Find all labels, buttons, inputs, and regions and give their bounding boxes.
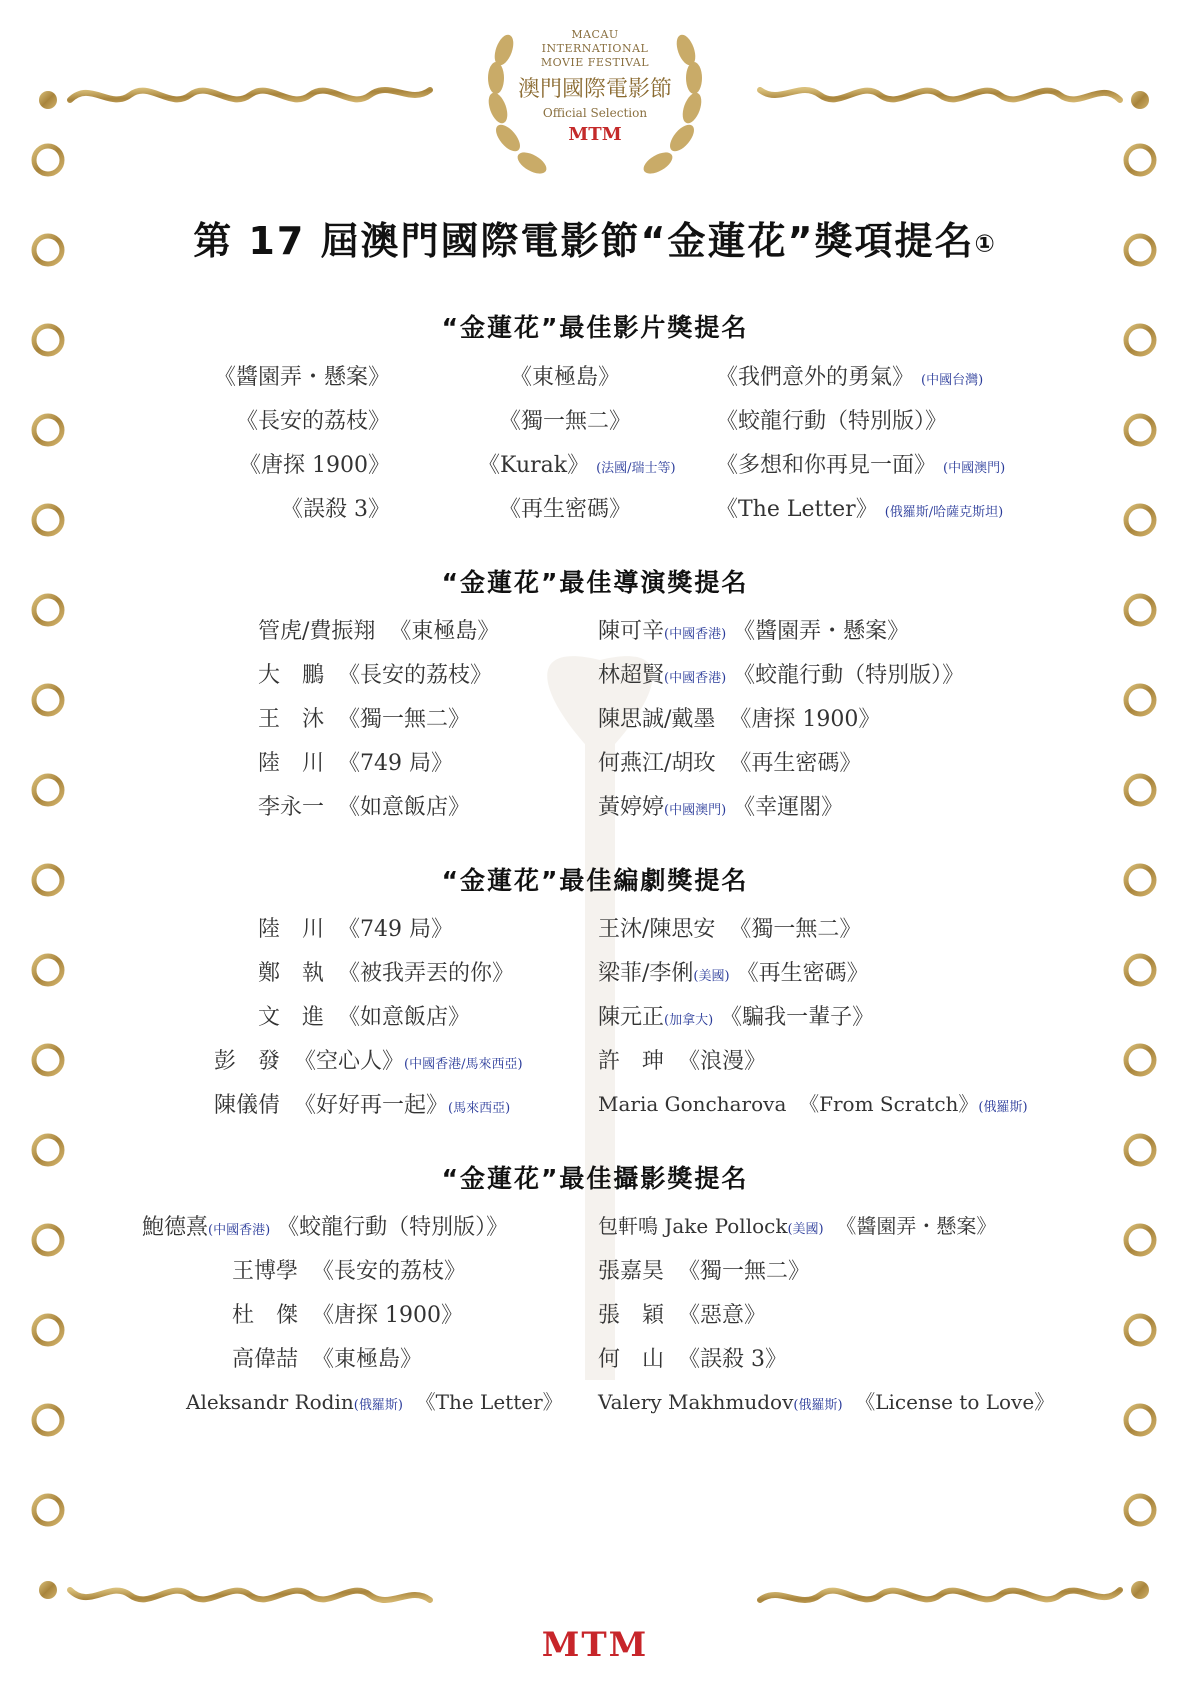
person-name: 包軒鳴 Jake Pollock: [598, 1214, 788, 1238]
film-title: 《東極島》: [312, 1347, 423, 1372]
person-name: 陸 川: [258, 917, 325, 942]
person-name: 王博學: [232, 1259, 299, 1284]
cinematography-entry: [232, 1298, 463, 1329]
film-entry: 《東極島》: [509, 365, 620, 390]
person-name: 王沐/陳思安: [598, 917, 716, 942]
country-note: (馬來西亞): [448, 1101, 511, 1116]
section-title-best-film: “金蓮花”最佳影片獎提名: [441, 313, 749, 342]
country-note: (中國香港): [664, 627, 727, 642]
person-name: Maria Goncharova: [598, 1092, 787, 1116]
film-title: 《唐探 1900》: [729, 707, 881, 732]
country-note: (美國): [787, 1222, 824, 1237]
film-entry: [478, 448, 676, 479]
country-note: (俄羅斯): [353, 1398, 403, 1413]
seal-line-international: INTERNATIONAL: [541, 42, 649, 55]
screenplay-entry: [258, 956, 514, 987]
film-title: 《獨一無二》: [678, 1259, 811, 1284]
film-title: 《如意飯店》: [338, 1005, 471, 1030]
person-name: 陳可辛: [598, 619, 665, 644]
person-name: 高偉喆: [232, 1347, 299, 1372]
screenplay-entry: [258, 1000, 470, 1031]
film-title: 《License to Love》: [855, 1390, 1055, 1414]
film-title: 《The Letter》: [415, 1390, 563, 1414]
film-title: 《醬園弄・懸案》: [836, 1214, 997, 1238]
country-note: (加拿大): [664, 1013, 714, 1028]
film-title: 《再生密碼》: [729, 751, 862, 776]
country-note: (中國香港): [208, 1223, 271, 1238]
seal-mtm: MTM: [568, 124, 622, 145]
director-entry: [258, 746, 453, 777]
film-title: 《東極島》: [389, 619, 500, 644]
country-note: (中國澳門): [664, 803, 727, 818]
person-name: 梁菲/李俐: [598, 961, 694, 986]
country-note: (中國澳門): [943, 461, 1006, 476]
director-entry: [598, 658, 964, 689]
film-entry: 《獨一無二》: [498, 409, 631, 434]
cinematography-entry: [598, 1298, 766, 1329]
person-name: 黃婷婷: [598, 795, 665, 820]
director-entry: [258, 614, 499, 645]
country-note: (俄羅斯): [978, 1100, 1028, 1115]
person-name: 杜 傑: [232, 1303, 299, 1328]
country-note: (法國/瑞士等): [596, 461, 676, 476]
person-name: 彭 發: [214, 1049, 281, 1074]
screenplay-entry: [214, 1088, 510, 1119]
section-title-best-director: “金蓮花”最佳導演獎提名: [441, 568, 749, 597]
film-entry: [716, 492, 1003, 523]
seal-line-macau: MACAU: [571, 28, 619, 41]
person-name: 大 鵬: [258, 663, 325, 688]
film-title: 《醬園弄・懸案》: [733, 619, 910, 644]
film-entry: [716, 404, 947, 435]
cinematography-entry: [186, 1386, 563, 1415]
seal-line-movie-festival: MOVIE FESTIVAL: [540, 56, 650, 69]
film-entry: 《唐探 1900》: [239, 453, 390, 478]
festival-seal: [478, 18, 712, 188]
screenplay-entry: [214, 1044, 523, 1075]
film-title: 《749 局》: [338, 751, 454, 776]
person-name: 鄭 執: [258, 961, 325, 986]
screenplay-entry: [598, 1088, 1028, 1117]
person-name: 陳元正: [598, 1005, 665, 1030]
person-name: 陳儀倩: [214, 1093, 281, 1118]
person-name: 許 珅: [598, 1049, 665, 1074]
director-entry: [258, 702, 470, 733]
film-title: 《浪漫》: [678, 1049, 767, 1074]
person-name: 陳思誠/戴墨: [598, 707, 716, 732]
director-entry: [258, 658, 492, 689]
country-note: (俄羅斯/哈薩克斯坦): [884, 505, 1004, 520]
seal-official-selection: Official Selection: [542, 106, 648, 120]
section-title-best-screenplay: “金蓮花”最佳編劇獎提名: [441, 866, 749, 895]
person-name: 何燕江/胡玫: [598, 751, 716, 776]
director-entry: [598, 614, 909, 645]
film-title: 《長安的荔枝》: [312, 1259, 467, 1284]
director-entry: [598, 702, 880, 733]
film-entry: [716, 360, 983, 391]
screenplay-entry: [598, 912, 861, 943]
film-title: 《蛟龍行動（特別版）》: [716, 409, 948, 434]
film-title: 《蛟龍行動（特別版）》: [277, 1215, 509, 1240]
cinematography-entry: [598, 1254, 810, 1285]
page-title: [0, 210, 1190, 265]
film-title: 《獨一無二》: [729, 917, 862, 942]
film-title: 《長安的荔枝》: [338, 663, 493, 688]
film-title: 《The Letter》: [716, 497, 878, 522]
country-note: (中國台灣): [921, 373, 984, 388]
person-name: 王 沐: [258, 707, 325, 732]
cinematography-entry: [598, 1342, 787, 1373]
screenplay-entry: [598, 1000, 874, 1031]
film-title: 《From Scratch》: [799, 1092, 979, 1116]
film-entry: [716, 448, 1005, 479]
screenplay-entry: [598, 956, 869, 987]
film-title: 《多想和你再見一面》: [716, 453, 937, 478]
film-title: 《蛟龍行動（特別版）》: [733, 663, 965, 688]
person-name: 文 進: [258, 1005, 325, 1030]
person-name: Aleksandr Rodin: [186, 1390, 354, 1414]
film-title: 《749 局》: [338, 917, 454, 942]
footer-mtm-logo: MTM: [541, 1625, 649, 1665]
cinematography-entry: [598, 1386, 1054, 1415]
cinematography-entry: [232, 1254, 466, 1285]
person-name: 鮑德熹: [142, 1215, 209, 1240]
cinematography-entry: [142, 1210, 508, 1241]
page-title-mark: ①: [974, 229, 997, 258]
film-entry: 《誤殺 3》: [281, 497, 390, 522]
cinematography-entry: [598, 1210, 996, 1239]
film-entry: 《醬園弄・懸案》: [213, 365, 390, 390]
cinematography-entry: [232, 1342, 422, 1373]
section-title-best-cinematography: “金蓮花”最佳攝影獎提名: [441, 1164, 749, 1193]
person-name: 林超賢: [598, 663, 665, 688]
film-title: 《被我弄丟的你》: [338, 961, 515, 986]
page-title-text: 第 17 屆澳門國際電影節“金蓮花”獎項提名: [193, 219, 975, 263]
film-title: 《唐探 1900》: [312, 1303, 463, 1328]
film-title: 《好好再一起》: [294, 1093, 449, 1118]
film-entry: 《長安的荔枝》: [235, 409, 390, 434]
screenplay-entry: [598, 1044, 766, 1075]
country-note: (中國香港/馬來西亞): [404, 1057, 523, 1072]
person-name: 李永一: [258, 795, 325, 820]
person-name: 張 穎: [598, 1303, 665, 1328]
film-title: 《空心人》: [294, 1049, 405, 1074]
person-name: 管虎/費振翔: [258, 619, 376, 644]
film-title: 《我們意外的勇氣》: [716, 365, 915, 390]
person-name: 陸 川: [258, 751, 325, 776]
person-name: 何 山: [598, 1347, 665, 1372]
film-title: 《幸運閣》: [733, 795, 844, 820]
film-title: 《獨一無二》: [338, 707, 471, 732]
screenplay-entry: [258, 912, 453, 943]
director-entry: [598, 790, 843, 821]
person-name: 張嘉昊: [598, 1259, 665, 1284]
film-title: 《Kurak》: [478, 453, 590, 478]
film-title: 《惡意》: [678, 1303, 767, 1328]
film-entry: 《再生密碼》: [498, 497, 631, 522]
person-name: Valery Makhmudov: [598, 1390, 794, 1414]
director-entry: [598, 746, 861, 777]
director-entry: [258, 790, 470, 821]
country-note: (中國香港): [664, 671, 727, 686]
country-note: (俄羅斯): [793, 1398, 843, 1413]
country-note: (美國): [693, 969, 730, 984]
film-title: 《誤殺 3》: [678, 1347, 788, 1372]
film-title: 《騙我一輩子》: [720, 1005, 875, 1030]
film-title: 《再生密碼》: [736, 961, 869, 986]
seal-chinese-name: 澳門國際電影節: [517, 77, 672, 102]
film-title: 《如意飯店》: [338, 795, 471, 820]
